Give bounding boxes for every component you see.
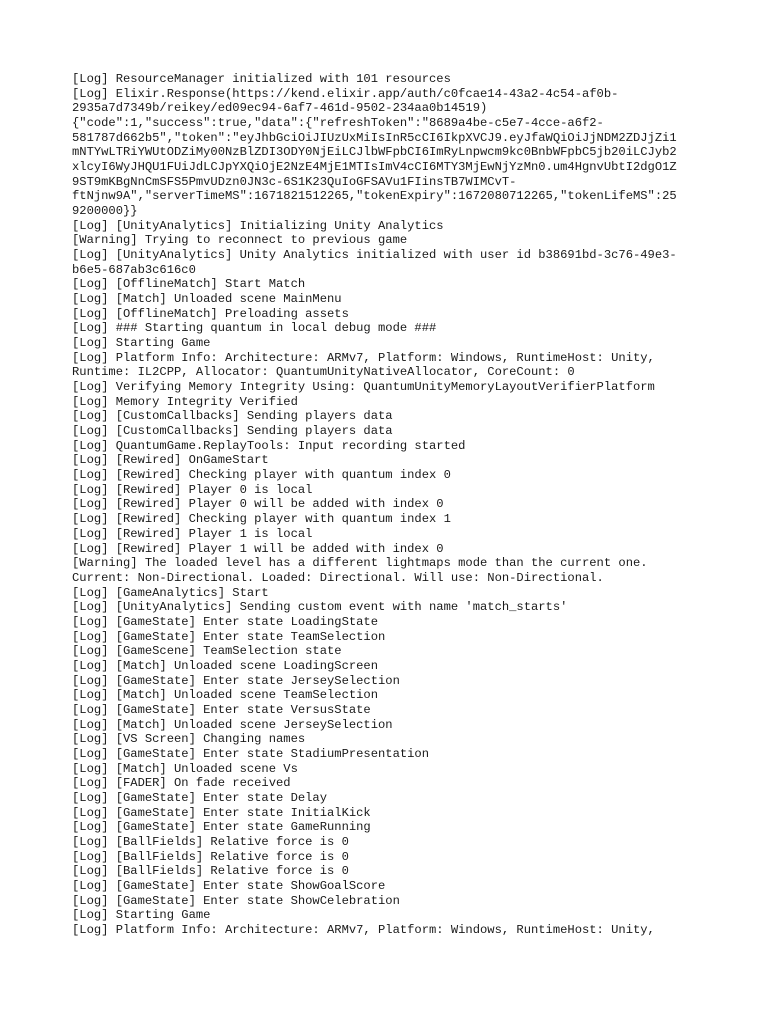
log-line: [Log] [OfflineMatch] Preloading assets xyxy=(72,306,349,321)
log-line: [Log] [Rewired] Player 1 is local xyxy=(72,526,313,541)
log-line: [Log] [Match] Unloaded scene Vs xyxy=(72,761,298,776)
log-line: [Log] [GameAnalytics] Start xyxy=(72,585,269,600)
log-line: [Log] [GameState] Enter state JerseySelection xyxy=(72,673,400,688)
log-line: [Log] [FADER] On fade received xyxy=(72,776,291,791)
log-line: [Log] Starting Game xyxy=(72,908,211,923)
log-line: [Log] [UnityAnalytics] Initializing Unity Analytics xyxy=(72,218,444,233)
log-line: 9200000}} xyxy=(72,204,138,219)
log-line: [Log] [Rewired] Player 0 is local xyxy=(72,482,313,497)
log-line: xlcyI6WyJHQU1FUiJdLCJpYXQiOjE2NzE4MjE1MTIsImV4cCI6MTY3MjEwNjYzMn0.um4HgnvUbtI2dgO1Z xyxy=(72,160,677,175)
log-line: [Log] [GameState] Enter state StadiumPresentation xyxy=(72,746,429,761)
log-line: [Log] [VS Screen] Changing names xyxy=(72,732,306,747)
log-line: [Log] QuantumGame.ReplayTools: Input recording started xyxy=(72,438,466,453)
log-line: [Log] [Match] Unloaded scene LoadingScreen xyxy=(72,658,378,673)
log-line: [Log] [Match] Unloaded scene JerseySelection xyxy=(72,717,393,732)
log-line: [Log] [Rewired] Checking player with quantum index 1 xyxy=(72,512,451,527)
log-line: mNTYwLTRiYWUtODZiMy00NzBlZDI3ODY0NjEiLCJlbWFpbCI6ImRyLnpwcm9kc0BnbWFpbC5jb20iLCJyb2 xyxy=(72,145,677,160)
log-line: [Log] Memory Integrity Verified xyxy=(72,394,298,409)
log-line: [Log] [UnityAnalytics] Unity Analytics initialized with user id b38691bd-3c76-49e3- xyxy=(72,248,677,263)
log-line: [Log] ResourceManager initialized with 101 resources xyxy=(72,72,451,86)
log-line: [Log] Verifying Memory Integrity Using: QuantumUnityMemoryLayoutVerifierPlatform xyxy=(72,380,655,395)
log-line: {"code":1,"success":true,"data":{"refreshToken":"8689a4be-c5e7-4cce-a6f2- xyxy=(72,116,604,131)
log-line: [Log] Starting Game xyxy=(72,336,211,351)
log-line: [Log] [GameState] Enter state InitialKick xyxy=(72,805,371,820)
log-line: [Warning] The loaded level has a different lightmaps mode than the current one. xyxy=(72,556,648,571)
log-line: [Log] [GameScene] TeamSelection state xyxy=(72,644,342,659)
log-document xyxy=(72,72,702,938)
log-line: [Log] [GameState] Enter state Delay xyxy=(72,790,327,805)
log-line: 581787d662b5","token":"eyJhbGciOiJIUzUxMiIsInR5cCI6IkpXVCJ9.eyJfaWQiOiJjNDM2ZDJjZi1 xyxy=(72,130,677,145)
log-line: [Log] [Rewired] Player 1 will be added with index 0 xyxy=(72,541,444,556)
log-line: [Log] [OfflineMatch] Start Match xyxy=(72,277,306,292)
log-line: Current: Non-Directional. Loaded: Directional. Will use: Non-Directional. xyxy=(72,570,604,585)
log-line: [Log] [UnityAnalytics] Sending custom event with name 'match_starts' xyxy=(72,600,568,615)
log-line: [Log] [CustomCallbacks] Sending players data xyxy=(72,409,393,424)
log-line: [Log] [GameState] Enter state LoadingState xyxy=(72,614,378,629)
log-line: [Log] Platform Info: Architecture: ARMv7, Platform: Windows, RuntimeHost: Unity, xyxy=(72,350,655,365)
log-line: Runtime: IL2CPP, Allocator: QuantumUnityNativeAllocator, CoreCount: 0 xyxy=(72,365,575,380)
log-line: [Log] [GameState] Enter state ShowCelebration xyxy=(72,893,400,908)
log-line: [Log] ### Starting quantum in local debug mode ### xyxy=(72,321,437,336)
log-line: b6e5-687ab3c616c0 xyxy=(72,262,196,277)
log-line: [Log] [GameState] Enter state GameRunning xyxy=(72,820,371,835)
log-line: [Log] [Match] Unloaded scene TeamSelection xyxy=(72,688,378,703)
log-line: [Log] Elixir.Response(https://kend.elixir.app/auth/c0fcae14-43a2-4c54-af0b- xyxy=(72,86,619,101)
log-line: [Warning] Trying to reconnect to previous game xyxy=(72,233,408,248)
log-line: [Log] [Match] Unloaded scene MainMenu xyxy=(72,292,342,307)
log-line: [Log] [BallFields] Relative force is 0 xyxy=(72,864,349,879)
log-line: [Log] [Rewired] Player 0 will be added with index 0 xyxy=(72,497,444,512)
log-line: [Log] [Rewired] OnGameStart xyxy=(72,453,269,468)
log-line: [Log] [GameState] Enter state ShowGoalScore xyxy=(72,878,386,893)
log-line: [Log] [GameState] Enter state VersusState xyxy=(72,702,371,717)
log-line: [Log] [BallFields] Relative force is 0 xyxy=(72,849,349,864)
log-line: 9ST9mKBgNnCmSFS5PmvUDzn0JN3c-6S1K23QuIoGFSAVu1FIinsTB7WIMCvT- xyxy=(72,174,517,189)
log-line: ftNjnw9A","serverTimeMS":1671821512265,"tokenExpiry":1672080712265,"tokenLifeMS":25 xyxy=(72,189,677,204)
log-line: [Log] [BallFields] Relative force is 0 xyxy=(72,834,349,849)
log-line: [Log] [CustomCallbacks] Sending players data xyxy=(72,424,393,439)
log-line: [Log] [Rewired] Checking player with quantum index 0 xyxy=(72,468,451,483)
log-line: 2935a7d7349b/reikey/ed09ec94-6af7-461d-9502-234aa0b14519) xyxy=(72,101,488,116)
log-line: [Log] Platform Info: Architecture: ARMv7, Platform: Windows, RuntimeHost: Unity, xyxy=(72,922,655,937)
log-line: [Log] [GameState] Enter state TeamSelection xyxy=(72,629,386,644)
